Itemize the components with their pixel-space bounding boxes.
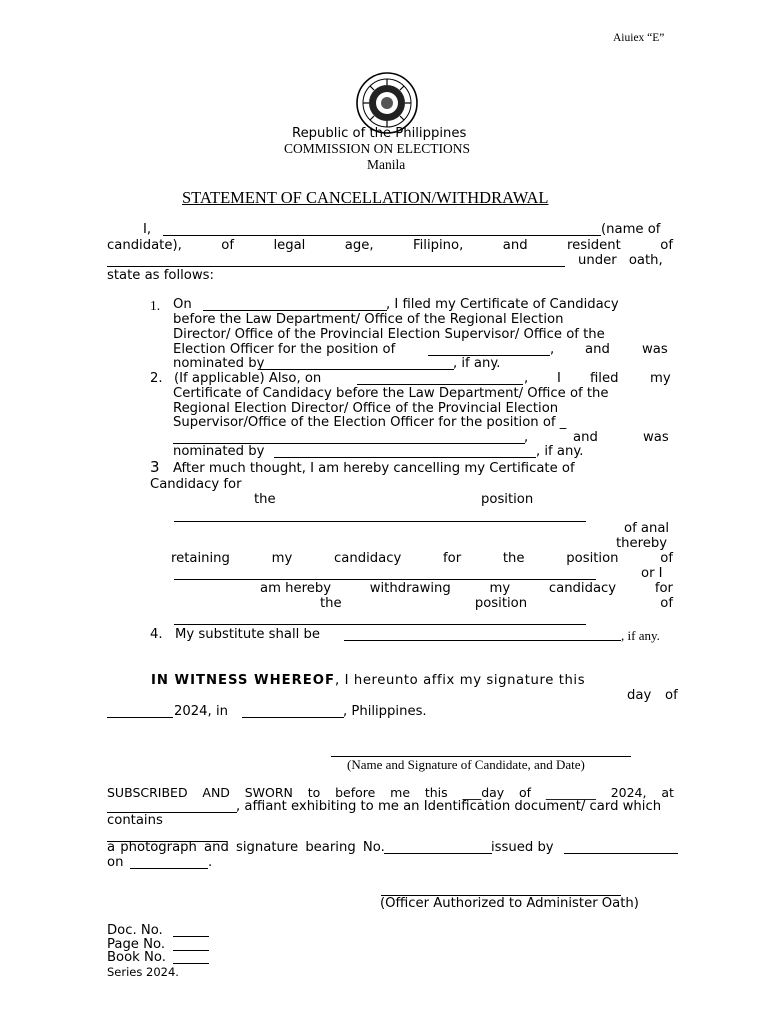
item-1-was: was [642,342,668,357]
item-1-and: and [585,342,610,357]
candidate-signature-caption: (Name and Signature of Candidate, and Date) [347,757,585,772]
filing-date-field-2[interactable] [357,384,523,385]
item-1-if-any: , if any. [453,356,501,371]
item-3-the-position-line: the position of [320,596,673,611]
intro-i: I, [143,222,152,237]
item-2-and: and [573,430,598,445]
book-no-label: Book No. [107,950,166,965]
witness-bold: IN WITNESS WHEREOF [151,673,335,688]
item-3-line-2: Candidacy for [150,477,242,492]
item-2-was: was [643,430,669,445]
nominated-by-field-2[interactable] [274,457,536,458]
filing-date-field[interactable] [203,310,387,311]
witness-year: 2024, in [174,704,228,719]
annex-label: Aiuiex “E” [613,32,665,44]
subscribed-on: on [107,855,124,870]
item-2-nominated-by: nominated by [173,444,265,459]
item-3-number: 3 [150,458,160,476]
issued-by-field[interactable] [564,853,678,854]
subscribed-bearing: and signature bearing No. [204,840,385,855]
page-no-label: Page No. [107,937,166,952]
item-3-withdrawing-line: am hereby withdrawing my candidacy for [260,581,673,596]
item-3-or-i: or I [641,566,663,581]
item-4-if-any: , if any. [621,628,660,643]
item-1-comma: , [550,342,555,357]
subscribed-issued-by: issued by [491,840,554,855]
item-4-text: My substitute shall be [175,627,320,642]
witness-of: of [665,688,678,703]
position-field-4[interactable] [174,579,596,580]
item-2-comma-2: , [524,430,529,445]
series-label: Series 2024. [107,965,179,979]
comelec-seal-logo [356,72,418,134]
republic-heading: Republic of the Philippines [292,126,467,141]
witness-rest: , I hereunto affix my signature this [335,673,586,688]
item-1-filed: , I filed my Certificate of Candidacy [386,297,619,312]
officer-signature-caption: (Officer Authorized to Administer Oath) [380,896,639,911]
doc-no-label: Doc. No. [107,923,163,938]
item-1-position-label: Election Officer for the position of [173,342,396,357]
commission-heading: COMMISSION ON ELECTIONS [284,141,471,156]
issued-on-field[interactable] [130,868,208,869]
book-no-field[interactable] [173,963,209,964]
item-1-number: 1. [150,298,161,313]
city-heading: Manila [367,157,406,172]
document-title: STATEMENT OF CANCELLATION/WITHDRAWAL [182,188,549,207]
id-number-field[interactable] [384,853,492,854]
nominated-by-field-1[interactable] [260,369,454,370]
under-oath-label: under oath, [578,253,663,268]
substitute-field[interactable] [344,640,621,641]
witness-philippines: , Philippines. [343,704,427,719]
subscribed-line-3: contains [107,813,163,828]
item-1-on: On [173,297,192,312]
subscribed-line-2: , affiant exhibiting to me an Identification document/ card which [236,799,662,814]
item-3-of-anal: of anal [624,521,670,536]
item-1-line-3: Director/ Office of the Provincial Election Supervisor/ Office of the [173,327,605,342]
position-field-3[interactable] [174,521,586,522]
page-no-field[interactable] [173,950,209,951]
witness-place-field[interactable] [242,717,344,718]
doc-no-field[interactable] [173,936,209,937]
item-3-position: position [481,492,534,507]
item-2-line-2: Certificate of Candidacy before the Law Department/ Office of the [173,386,609,401]
item-2-comma: , [524,371,529,386]
subscribed-line-1: SUBSCRIBED AND SWORN to before me this ___day of ________ 2024, at [107,785,674,800]
intro-line-2: candidate), of legal age, Filipino, and resident of [107,238,673,253]
state-as-follows: state as follows: [107,268,214,283]
item-1-line-2: before the Law Department/ Office of the Regional Election [173,312,564,327]
witness-day: day [627,688,652,703]
item-2-number: 2. [150,371,163,386]
item-4-number: 4. [150,627,163,642]
witness-line [151,673,585,688]
subscribed-period: . [208,855,213,870]
name-of-label: (name of [601,222,661,237]
witness-date-field[interactable] [107,717,173,718]
item-2-line-3: Regional Election Director/ Office of the Provincial Election [173,401,559,416]
item-2-also-on: (If applicable) Also, on [174,371,322,386]
item-3-thereby: thereby [616,536,668,551]
item-2-filed: filed [590,371,619,386]
residence-field[interactable] [107,266,565,267]
item-3-retaining-line: retaining my candidacy for the position of [171,551,673,566]
subscribed-photograph: a photograph [107,840,197,855]
item-2-if-any: , if any. [536,444,584,459]
item-2-line-4: Supervisor/Office of the Election Officer for the position of _ [173,415,567,430]
candidate-name-field[interactable] [163,235,601,236]
item-3-line-1: After much thought, I am hereby cancelling my Certificate of [173,461,575,476]
item-2-i: I [557,371,561,386]
item-2-my: my [650,371,671,386]
position-field-5[interactable] [174,624,586,625]
item-1-nominated-by: nominated by [173,356,265,371]
item-3-the: the [254,492,276,507]
